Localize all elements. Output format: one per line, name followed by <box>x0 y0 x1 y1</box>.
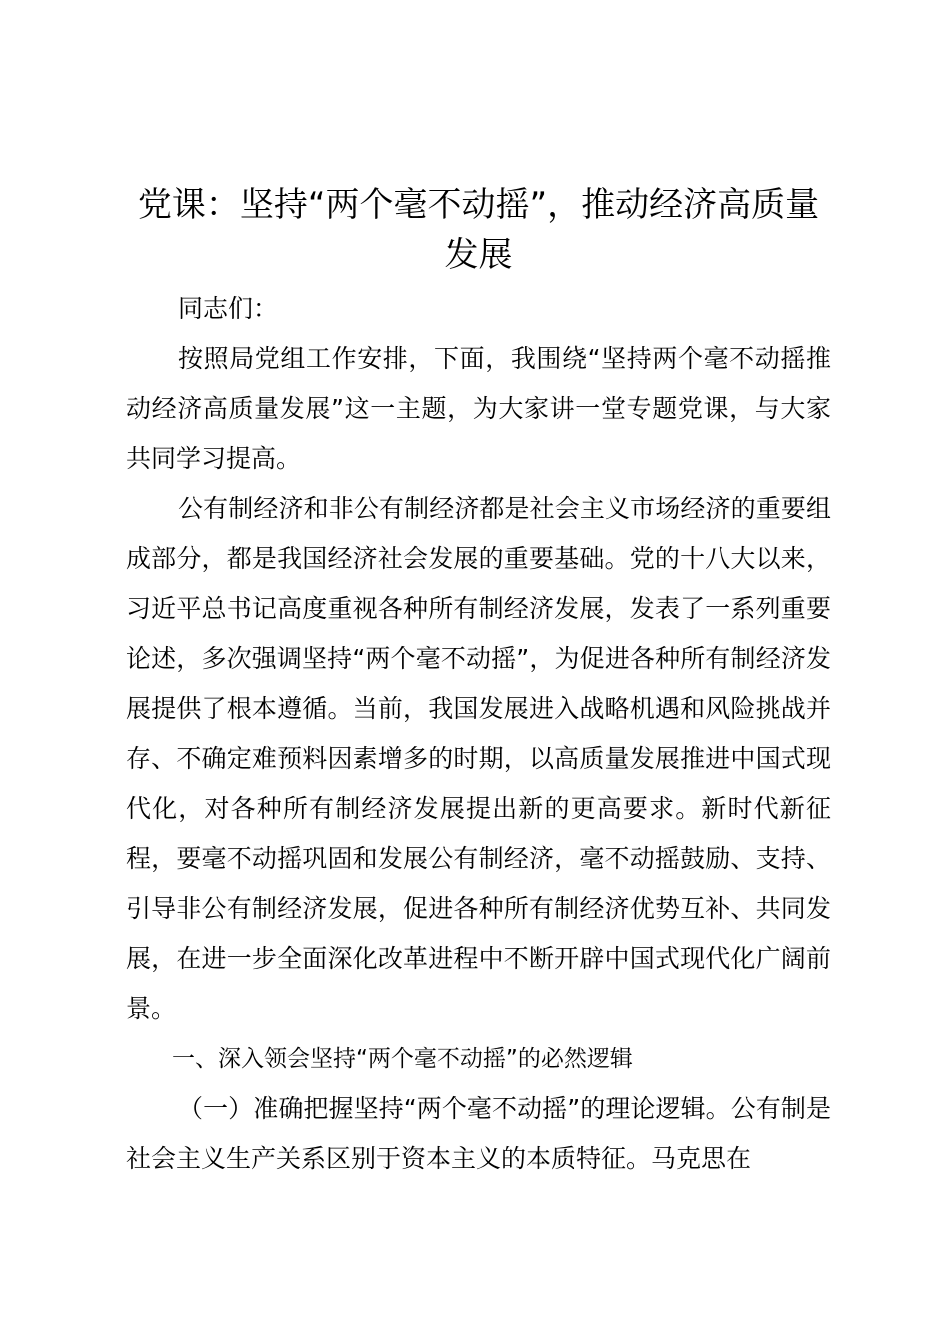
subsection-paragraph: （一）准确把握坚持“两个毫不动摇”的理论逻辑。公有制是社会主义生产关系区别于资本主义的本质特征。马克思在 <box>126 1094 831 1173</box>
section-heading: 一、深入领会坚持“两个毫不动摇”的必然逻辑 <box>172 1046 633 1072</box>
salutation: 同志们： <box>178 294 279 323</box>
paragraph-background: 公有制经济和非公有制经济都是社会主义市场经济的重要组成部分，都是我国经济社会发展的重要基础。党的十八大以来，习近平总书记高度重视各种所有制经济发展，发表了一系列重要论述，多次强调坚持“两个毫不动摇”，为促进各种所有制经济发展提供了根本遵循。当前，我国发展进入战略机遇和风险挑战并存、不确定难预料因素增多的时期，以高质量发展推进中国式现代化，对各种所有制经济发展提出新的更高要求。新时代新征程，要毫不动摇巩固和发展公有制经济，毫不动摇鼓励、支持、引导非公有制经济发展，促进各种所有制经济优势互补、共同发展，在进一步全面深化改革进程中不断开辟中国式现代化广阔前景。 <box>126 494 831 1023</box>
document-page <box>126 180 831 1184</box>
document-title: 党课：坚持“两个毫不动摇”，推动经济高质量发展 <box>137 185 820 275</box>
paragraph-intro: 按照局党组工作安排，下面，我围绕“坚持两个毫不动摇推动经济高质量发展”这一主题，为大家讲一堂专题党课，与大家共同学习提高。 <box>126 344 831 473</box>
